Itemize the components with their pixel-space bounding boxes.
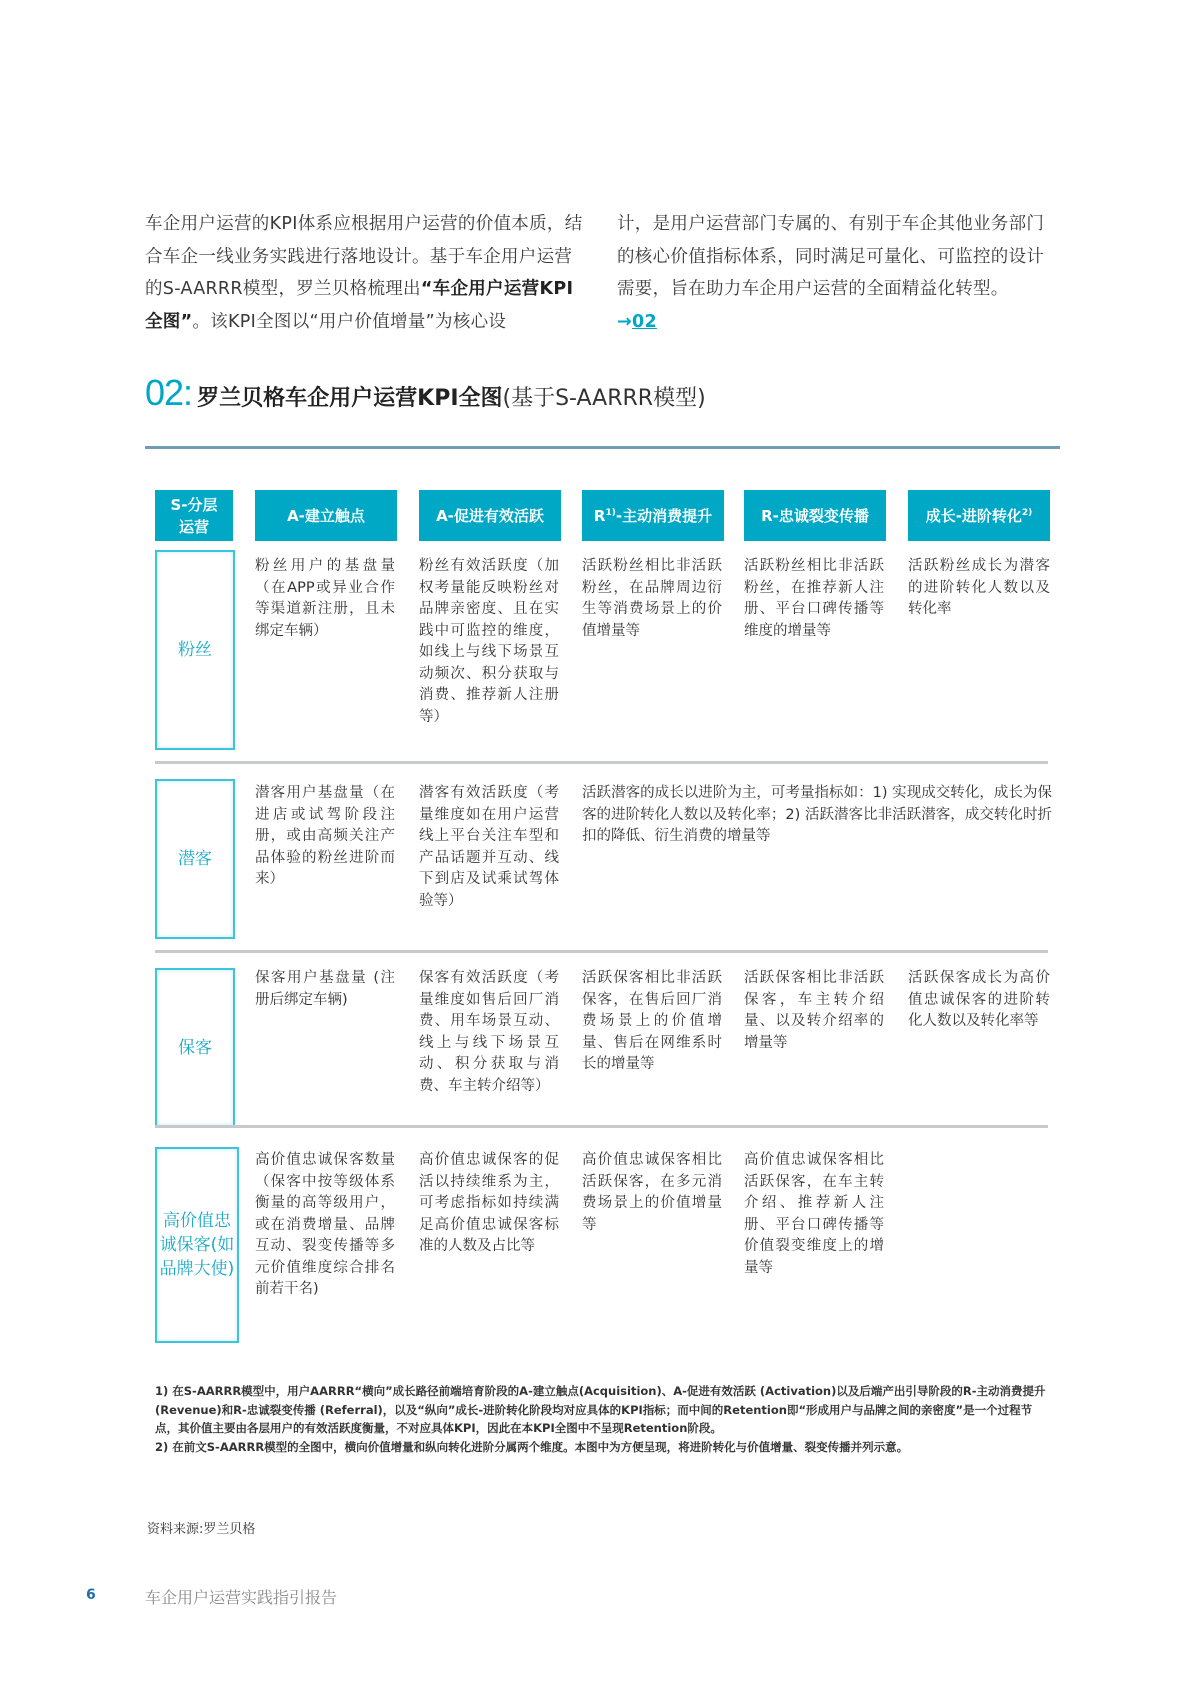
header-label: S-分层 bbox=[170, 495, 218, 514]
cell-highvalue-acquisition: 高价值忠诚保客数量（保客中按等级体系衡量的高等级用户，或在消费增量、品牌互动、裂变传播等多元价值维度综合排名前若干名) bbox=[255, 1152, 395, 1297]
page-number: 6 bbox=[86, 1587, 96, 1603]
header-label: A-促进有效活跃 bbox=[436, 507, 544, 525]
header-activation bbox=[419, 490, 561, 541]
header-label: 成长-进阶转化$^{2)}$ bbox=[925, 507, 1033, 525]
cell-owners-acquisition: 保客用户基盘量 (注册后绑定车辆) bbox=[255, 970, 395, 1008]
cell-fans-acquisition: 粉丝用户的基盘量（在APP或异业合作等渠道新注册，且未绑定车辆） bbox=[255, 558, 395, 639]
header-revenue bbox=[582, 490, 724, 541]
header-label: R-忠诚裂变传播 bbox=[761, 507, 869, 525]
cell-owners-revenue: 活跃保客相比非活跃保客，在售后回厂消费场景上的价值增量、售后在网维系时长的增量等 bbox=[582, 970, 722, 1072]
cell-prospects-growth-merged: 活跃潜客的成长以进阶为主，可考量指标如：1) 实现成交转化，成长为保客的进阶转化人数以及转化率；2) 活跃潜客比非活跃潜客，成交转化时折扣的降低、衍生消费的增量等 bbox=[582, 785, 1052, 844]
cell-fans-growth: 活跃粉丝成长为潜客的进阶转化人数以及转化率 bbox=[908, 558, 1050, 617]
footer-report-title: 车企用户运营实践指引报告 bbox=[145, 1588, 338, 1607]
figure-title-sub: (基于S-AARRR模型) bbox=[502, 386, 706, 411]
intro-left-column bbox=[145, 208, 587, 338]
figure-number: 02: bbox=[145, 372, 193, 413]
intro-text: 车企用户运营的KPI体系应根据用户运营的价值本质，结合车企一线业务实践进行落地设计。基于车企用户运营的S-AARRR模型，罗兰贝格梳理出 bbox=[145, 214, 583, 299]
cell-prospects-acquisition: 潜客用户基盘量（在进店或试驾阶段注册，或由高频关注产品体验的粉丝进阶而来） bbox=[255, 785, 395, 887]
cell-highvalue-referral: 高价值忠诚保客相比活跃保客，在车主转介绍、推荐新人注册、平台口碑传播等价值裂变维度上的增量等 bbox=[744, 1152, 884, 1276]
footnote-1: 1) 在S-AARRR模型中，用户AARRR“横向”成长路径前端培育阶段的A-建立触点(Acquisition)、A-促进有效活跃 (Activation)以及后端产出引导阶段的R-主动消费提升(Revenue)和R-忠诚裂变传播 (Referral)，以及“纵向”成长-进阶转化阶段均对应具体的KPI指标；而中间的Retention即“形成用户与品牌之间的亲密度”是一个过程节点，其价值主要由各层用户的有效活跃度衡量，不对应具体KPI，因此在本KPI全图中不呈现Retention阶段。 bbox=[155, 1384, 1046, 1435]
row-label-fans bbox=[155, 550, 235, 750]
header-label: $R^{1)}-$主动消费提升 bbox=[593, 507, 713, 525]
figure-title bbox=[145, 372, 706, 414]
row-label-text: 粉丝 bbox=[178, 640, 212, 660]
footnote-2: 2) 在前文S-AARRR模型的全图中，横向价值增量和纵向转化进阶分属两个维度。本图中为方便呈现，将进阶转化与价值增量、裂变传播并列示意。 bbox=[155, 1439, 909, 1454]
intro-text: 计，是用户运营部门专属的、有别于车企其他业务部门的核心价值指标体系，同时满足可量化、可监控的设计需要，旨在助力车企用户运营的全面精益化转型。 bbox=[617, 214, 1045, 299]
row-label-text: 高价值忠诚保客(如品牌大使) bbox=[159, 1211, 235, 1279]
header-referral bbox=[744, 490, 886, 541]
cell-highvalue-activation: 高价值忠诚保客的促活以持续维系为主，可考虑指标如持续满足高价值忠诚保客标准的人数及占比等 bbox=[419, 1152, 559, 1254]
intro-bold-term: “车企用户运营KPI全图” bbox=[145, 279, 574, 332]
row-label-text: 保客 bbox=[178, 1037, 212, 1058]
header-growth bbox=[908, 490, 1050, 541]
header-s-layer bbox=[155, 490, 233, 541]
header-acquisition bbox=[255, 490, 397, 541]
row-label-prospects bbox=[155, 779, 235, 939]
intro-paragraph bbox=[145, 208, 1060, 338]
cell-highvalue-revenue: 高价值忠诚保客相比活跃保客，在多元消费场景上的价值增量等 bbox=[582, 1152, 722, 1233]
cell-fans-activation: 粉丝有效活跃度（加权考量能反映粉丝对品牌亲密度、且在实践中可监控的维度，如线上与线下场景互动频次、积分获取与消费、推荐新人注册等） bbox=[419, 558, 559, 725]
cell-fans-revenue: 活跃粉丝相比非活跃粉丝，在品牌周边衍生等消费场景上的价值增量等 bbox=[582, 558, 722, 639]
arrow-right-icon: → bbox=[617, 311, 632, 332]
row-label-owners bbox=[155, 968, 235, 1127]
row-divider bbox=[155, 950, 1048, 953]
figure-reference-link[interactable] bbox=[617, 312, 657, 332]
intro-right-column bbox=[617, 208, 1059, 338]
header-label: A-建立触点 bbox=[287, 507, 365, 525]
cell-fans-referral: 活跃粉丝相比非活跃粉丝，在推荐新人注册、平台口碑传播等维度的增量等 bbox=[744, 558, 884, 639]
header-label: 运营 bbox=[178, 517, 209, 536]
cell-owners-referral: 活跃保客相比非活跃保客，车主转介绍量、以及转介绍率的增量等 bbox=[744, 970, 884, 1051]
cell-owners-growth: 活跃保客成长为高价值忠诚保客的进阶转化人数以及转化率等 bbox=[908, 970, 1050, 1029]
intro-text: 。该KPI全图以“用户价值增量”为核心设 bbox=[192, 311, 507, 332]
figure-reference-label: 02 bbox=[631, 311, 657, 332]
row-label-high-value-owners bbox=[155, 1147, 239, 1343]
source-note: 资料来源:罗兰贝格 bbox=[147, 1522, 256, 1537]
row-divider bbox=[155, 761, 1048, 764]
title-rule bbox=[145, 446, 1060, 449]
cell-owners-activation: 保客有效活跃度（考量维度如售后回厂消费、用车场景互动、线上与线下场景互动、积分获取与消费、车主转介绍等） bbox=[419, 970, 559, 1094]
row-divider bbox=[155, 1125, 1048, 1128]
cell-prospects-activation: 潜客有效活跃度（考量维度如在用户运营线上平台关注车型和产品话题并互动、线下到店及试乘试驾体验等） bbox=[419, 785, 559, 909]
row-label-text: 潜客 bbox=[178, 849, 212, 869]
figure-title-main: 罗兰贝格车企用户运营KPI全图 bbox=[197, 386, 503, 411]
footnotes bbox=[155, 1382, 1050, 1456]
